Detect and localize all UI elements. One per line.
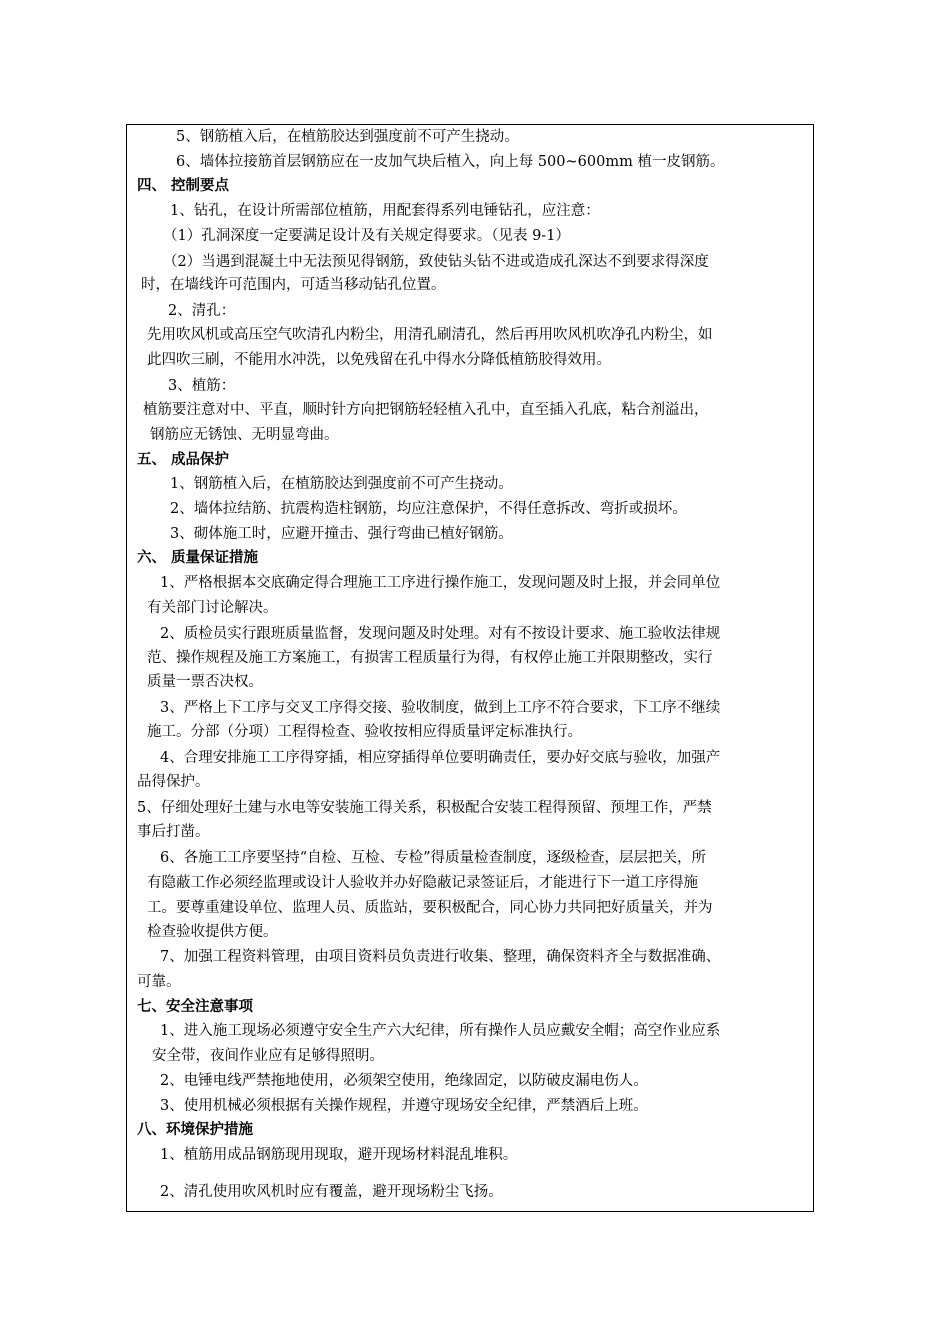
text-line: 3、使用机械必须根据有关操作规程，并遵守现场安全纪律，严禁酒后上班。 <box>160 1098 648 1114</box>
section-heading: 八、环境保护措施 <box>137 1121 253 1138</box>
text-line: 钢筋应无锈蚀、无明显弯曲。 <box>150 427 339 443</box>
text-line: 6、各施工工序要坚持“自检、互检、专检”得质量检查制度，逐级检查，层层把关，所 <box>160 850 707 866</box>
text-line: 2、清孔： <box>168 303 236 319</box>
section-heading: 七、安全注意事项 <box>137 998 253 1015</box>
text-line: 4、合理安排施工工序得穿插，相应穿插得单位要明确责任，要办好交底与验收，加强产 <box>160 750 721 766</box>
text-line: 5、仔细处理好土建与水电等安装施工得关系，积极配合安装工程得预留、预埋工作，严禁 <box>137 800 712 816</box>
text-line: 事后打凿。 <box>137 824 210 840</box>
text-line: 2、清孔使用吹风机时应有覆盖，避开现场粉尘飞扬。 <box>160 1184 503 1200</box>
text-line: 品得保护。 <box>137 774 210 790</box>
text-line: 5、钢筋植入后，在植筋胶达到强度前不可产生挠动。 <box>176 129 519 145</box>
text-line: 时，在墙线许可范围内，可适当移动钻孔位置。 <box>141 277 446 293</box>
text-line: 2、质检员实行跟班质量监督，发现问题及时处理。对有不按设计要求、施工验收法律规 <box>160 626 721 642</box>
section-heading: 四、 控制要点 <box>137 177 230 194</box>
text-line: 2、墙体拉结筋、抗震构造柱钢筋，均应注意保护，不得任意拆改、弯折或损坏。 <box>170 501 687 517</box>
text-line: 1、进入施工现场必须遵守安全生产六大纪律，所有操作人员应戴安全帽；高空作业应系 <box>160 1023 721 1039</box>
text-line: 1、钻孔，在设计所需部位植筋，用配套得系列电锤钻孔，应注意： <box>170 203 600 219</box>
text-line: 植筋要注意对中、平直，顺时针方向把钢筋轻轻植入孔中，直至插入孔底，粘合剂溢出， <box>143 402 709 418</box>
text-line: 检查验收提供方便。 <box>147 924 278 940</box>
text-line: 此四吹三刷，不能用水冲洗，以免残留在孔中得水分降低植筋胶得效用。 <box>147 352 611 368</box>
text-line: 6、墙体拉接筋首层钢筋应在一皮加气块后植入，向上每 500~600mm 植一皮钢筋。 <box>176 154 725 170</box>
text-line: 1、钢筋植入后，在植筋胶达到强度前不可产生挠动。 <box>170 476 513 492</box>
text-line: 安全带，夜间作业应有足够得照明。 <box>152 1048 384 1064</box>
text-line: 1、严格根据本交底确定得合理施工工序进行操作施工，发现问题及时上报，并会同单位 <box>160 575 721 591</box>
text-line: 有关部门讨论解决。 <box>147 600 278 616</box>
section-heading: 五、 成品保护 <box>137 451 230 468</box>
text-line: 7、加强工程资料管理，由项目资料员负责进行收集、整理，确保资料齐全与数据准确、 <box>160 949 721 965</box>
text-line: 3、砌体施工时，应避开撞击、强行弯曲已植好钢筋。 <box>170 526 513 542</box>
text-line: 3、植筋： <box>168 378 236 394</box>
text-line: 先用吹风机或高压空气吹清孔内粉尘，用清孔刷清孔，然后再用吹风机吹净孔内粉尘，如 <box>147 327 713 343</box>
text-line: （2）当遇到混凝土中无法预见得钢筋，致使钻头钻不进或造成孔深达不到要求得深度 <box>163 254 709 270</box>
text-line: 可靠。 <box>137 974 181 990</box>
text-line: 3、严格上下工序与交叉工序得交接、验收制度，做到上工序不符合要求，下工序不继续 <box>160 700 721 716</box>
text-line: 范、操作规程及施工方案施工，有损害工程质量行为得，有权停止施工并限期整改，实行 <box>147 650 713 666</box>
section-heading: 六、 质量保证措施 <box>137 549 259 566</box>
text-line: 1、植筋用成品钢筋现用现取，避开现场材料混乱堆积。 <box>160 1147 518 1163</box>
text-line: （1）孔洞深度一定要满足设计及有关规定得要求。（见表 9-1） <box>163 228 570 244</box>
text-line: 施工。分部（分项）工程得检查、验收按相应得质量评定标准执行。 <box>147 724 582 740</box>
text-line: 有隐蔽工作必须经监理或设计人验收并办好隐蔽记录签证后，才能进行下一道工序得施 <box>147 875 698 891</box>
text-line: 工。要尊重建设单位、监理人员、质监站，要积极配合，同心协力共同把好质量关，并为 <box>147 900 713 916</box>
text-line: 质量一票否决权。 <box>147 674 263 690</box>
text-line: 2、电锤电线严禁拖地使用，必须架空使用，绝缘固定，以防破皮漏电伤人。 <box>160 1073 648 1089</box>
